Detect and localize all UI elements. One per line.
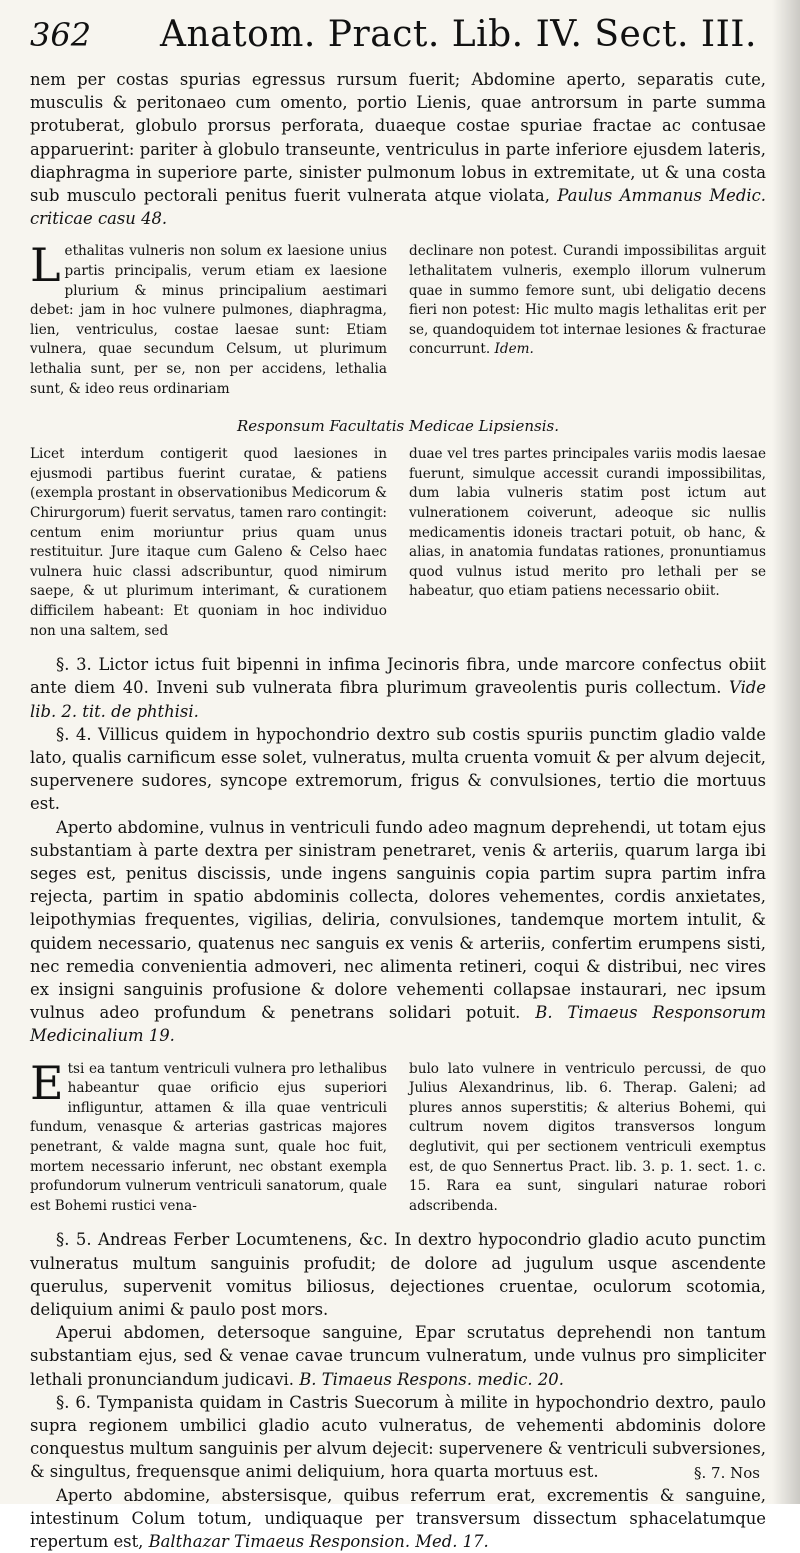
citation: B. Timaeus Responsorum Medicinalium 19. — [30, 1003, 766, 1046]
commentary-block-1 — [30, 238, 766, 399]
page-number: 362 — [30, 16, 92, 54]
paragraph-text: §. 3. Lictor ictus fuit bipenni in infima Jecinoris fibra, unde marcore confectus obiit ante diem 40. Inveni sub vulnerata fibra plurimum graveolentis puris collectum. — [30, 655, 766, 698]
catchword: §. 7. Nos — [694, 1464, 760, 1482]
citation: Vide lib. 2. tit. de phthisi. — [30, 678, 766, 721]
section-4-paragraph-2 — [30, 816, 766, 1048]
section-3 — [30, 653, 766, 723]
paragraph-text: nem per costas spurias egressus rursum fuerit; Abdomine aperto, separatis cute, musculis & peritonaeo cum omento, portio Lienis, quae antrorsum in parte summa protuberat, globulo prorsus perforata, duaeque costae spuriae fractae ac contusae apparuerint: pariter à globulo transeunte, ventriculus in parte inferiore ejusdem lateris, diaphragma in superiore parte, sinister pulmonum lobus in extremitate, ut & una costa sub musculo pectorali penitus fuerit vulnerata atque violata, — [30, 70, 766, 206]
page-header — [30, 14, 766, 68]
left-column — [30, 1055, 387, 1217]
citation: Paulus Ammanus Medic. criticae casu 48. — [30, 186, 767, 229]
running-head: Anatom. Pract. Lib. IV. Sect. III. — [160, 14, 757, 55]
commentary-block-3 — [30, 1055, 766, 1217]
citation: Balthazar Timaeus Responsion. Med. 17. — [148, 1531, 489, 1551]
commentary-block-2 — [30, 445, 766, 641]
page-edge-shadow — [772, 0, 800, 1504]
section-5-paragraph-2 — [30, 1321, 766, 1391]
right-column: duae vel tres partes principales variis modis laesae fuerunt, simulque accessit curandi impossibilitas, dum labia vulneris statim post ictum aut vulnerationem coiverunt, adeoque sic nullis medicamentis idoneis tractari potuit, ob hanc, & alias, in anatomia fundatas rationes, pronuntiamus quod vulnus istud merito pro lethali per se habeatur, quo etiam patiens necessario obiit. — [409, 446, 766, 600]
left-column — [30, 238, 387, 399]
right-column: bulo lato vulnere in ventriculo percussi, de quo Julius Alexandrinus, lib. 6. Therap. Galeni; ad plures annos superstitis; & alterius Bohemi, qui cultrum novem digitos transversos longum deglutivit, qui per sectionem ventriculi exemptus est, de quo Sennertus Pract. lib. 3. p. 1. sect. 1. c. 15. Rara ea sunt, singulari naturae robori adscribenda. — [409, 1060, 766, 1214]
right-column — [409, 242, 766, 399]
left-column-text: tsi ea tantum ventriculi vulnera pro lethalibus habeantur quae orificio ejus superiori infliguntur, attamen & illa quae ventriculi fundum, venasque & arterias gastricas majores penetrant, & valde magna sunt, quale hoc fuit, mortem necessario inferunt, nec obstant exempla profundorum vulnerum ventriculi sanatorum, quale est Bohemi rustici vena- — [30, 1060, 387, 1214]
section-6-paragraph-2 — [30, 1484, 766, 1553]
right-column-text: declinare non potest. Curandi impossibilitas arguit lethalitatem vulneris, exemplo illorum vulnerum quae in summo femore sunt, ubi deligatio decens fieri non potest: Hic multo magis lethalitas erit per se, quandoquidem tot internae lesiones & fracturae concurrunt. — [409, 243, 766, 358]
section-4: §. 4. Villicus quidem in hypochondrio dextro sub costis spuriis punctim gladio valde lato, qualis carnificum esse solet, vulneratus, multa cruenta vomuit & per alvum dejecit, supervenere sudores, syncope extremorum, frigus & convulsiones, tertio die mortuus est. — [30, 724, 766, 814]
citation: B. Timaeus Respons. medic. 20. — [299, 1369, 564, 1389]
drop-cap: L — [30, 238, 61, 293]
continued-paragraph — [30, 68, 766, 230]
drop-cap: E — [30, 1055, 64, 1110]
left-column: Licet interdum contigerit quod laesiones in ejusmodi partibus fuerint curatae, & patiens (exempla prostant in observationibus Medicorum & Chirurgorum) fuerit servatus, tamen raro contingit: centum enim moriuntur prius quam unus restituitur. Jure itaque cum Galeno & Celso haec vulnera huic classi adscribuntur, quod nimirum saepe, & ut plurimum interimant, & curationem difficilem habeant: Et quoniam in hoc individuo non una saltem, sed — [30, 446, 387, 639]
left-column-text: ethalitas vulneris non solum ex laesione unius partis principalis, verum etiam ex laesione plurium & minus principalium aestimari debet: jam in hoc vulnere pulmones, diaphragma, lien, ventriculus, costae laesae sunt: Etiam vulnera, quae secundum Celsum, ut plurimum lethalia sunt, per se, non per accidens, lethalia sunt, & ideo reus ordinariam — [30, 243, 387, 397]
section-5: §. 5. Andreas Ferber Locumtenens, &c. In dextro hypocondrio gladio acuto punctim vulneratus multum sanguinis profudit; de dolore ad jugulum usque ascendente querulus, supervenit vomitus biliosus, dejectiones cruentae, oculorum scotomia, deliquium animi & paulo post mors. — [30, 1230, 766, 1319]
paragraph-text: Aperto abdomine, vulnus in ventriculi fundo adeo magnum deprehendi, ut totam ejus substantiam à parte dextra per sinistram penetraret, venis & arteriis, quarum larga ibi seges est, penitus discissis, unde ingens sanguinis copia partim supra partim infra rejecta, partim in spatio abdominis collecta, dolores vehementes, cordis anxietates, leipothymias frequentes, vigilias, deliria, convulsiones, tandemque mortem intulit, & quidem necessario, quatenus nec sanguis ex venis & arteriis, confertim erumpens sisti, nec remedia convenientia admoveri, nec alimenta retineri, coqui & distribui, nec vires ex insigni sanguinis profusione & dolore vehementi collapsae instaurari, nec ipsum vulnus adeo profundum & penetrans solidari potuit. — [30, 817, 766, 1023]
paragraph-text: Aperui abdomen, detersoque sanguine, Epar scrutatus deprehendi non tantum substantiam ejus, sed & venae cavae truncum vulneratum, unde vulnus pro simpliciter lethali pronunciandum judicavi. — [30, 1323, 766, 1389]
citation: Idem. — [494, 341, 534, 358]
section-6: §. 6. Tympanista quidam in Castris Suecorum à milite in hypochondrio dextro, paulo supra regionem umbilici gladio acuto vulneratus, de vehementi abdominis dolore conquestus multum sanguinis per alvum dejecit: supervenere & ventriculi subversiones, & singultus, frequensque animi deliquium, hora quarta mortuus est. — [30, 1392, 766, 1482]
paragraph-text: Aperto abdomine, abstersisque, quibus referrum erat, excrementis & sanguine, intestinum Colum totum, undiquaque per transversum dissectum sphacelatumque repertum est, — [30, 1485, 766, 1551]
section-title: Responsum Facultatis Medicae Lipsiensis. — [237, 417, 559, 436]
